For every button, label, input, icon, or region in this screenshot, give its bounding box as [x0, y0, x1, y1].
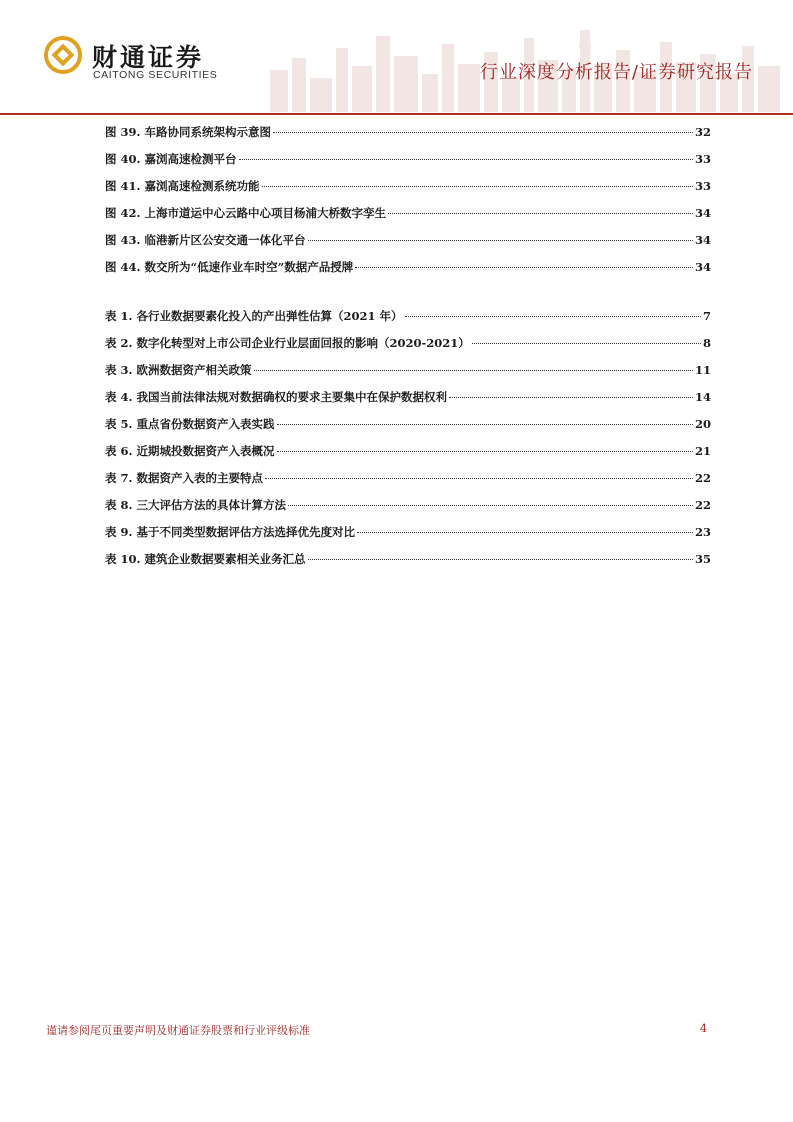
toc-entry[interactable]: [105, 524, 711, 544]
toc-entry-label: 表 3. 欧洲数据资产相关政策: [105, 363, 252, 377]
dot-leader: [388, 213, 693, 214]
toc-entry-page: 32: [694, 125, 711, 139]
toc-entry[interactable]: [105, 443, 711, 463]
dot-leader: [277, 424, 693, 425]
toc-entry-label: 表 4. 我国当前法律法规对数据确权的要求主要集中在保护数据权利: [105, 390, 448, 404]
toc-entry[interactable]: [105, 259, 711, 279]
page-header: [0, 0, 793, 116]
dot-leader: [265, 478, 693, 479]
toc-entry-page: 34: [694, 206, 711, 220]
toc-entry-page: 22: [694, 471, 711, 485]
toc-entry[interactable]: [105, 497, 711, 517]
toc-entry[interactable]: [105, 151, 711, 171]
logo-chinese-name: 财通证券: [92, 43, 205, 72]
toc-entry-page: 14: [694, 390, 711, 404]
dot-leader: [449, 397, 693, 398]
dot-leader: [472, 343, 701, 344]
toc-entry-label: 表 9. 基于不同类型数据评估方法选择优先度对比: [105, 525, 356, 539]
dot-leader: [357, 532, 693, 533]
toc-entry[interactable]: [105, 335, 711, 355]
dot-leader: [254, 370, 693, 371]
toc-entry-label: 图 39. 车路协同系统架构示意图: [105, 125, 272, 139]
toc-entry[interactable]: [105, 205, 711, 225]
toc-entry-page: 21: [694, 444, 711, 458]
dot-leader: [405, 316, 701, 317]
toc-entry-page: 33: [694, 152, 711, 166]
toc-entry-page: 33: [694, 179, 711, 193]
toc-entry-label: 表 1. 各行业数据要素化投入的产出弹性估算（2021 年）: [105, 309, 403, 323]
toc-entry-label: 表 7. 数据资产入表的主要特点: [105, 471, 264, 485]
report-type-title: 行业深度分析报告/证券研究报告: [479, 62, 753, 83]
dot-leader: [273, 132, 693, 133]
toc-entry-label: 图 40. 嘉浏高速检测平台: [105, 152, 237, 166]
dot-leader: [355, 267, 693, 268]
dot-leader: [308, 240, 693, 241]
logo-english-name: CAITONG SECURITIES: [93, 69, 218, 81]
toc-entry-page: 34: [694, 260, 711, 274]
toc-entry-page: 20: [694, 417, 711, 431]
toc-entry-label: 表 10. 建筑企业数据要素相关业务汇总: [105, 552, 306, 566]
header-divider: [0, 113, 793, 115]
toc-entry-page: 8: [702, 336, 711, 350]
toc-entry[interactable]: [105, 362, 711, 382]
dot-leader: [277, 451, 693, 452]
toc-entry-label: 图 42. 上海市道运中心云路中心项目杨浦大桥数字孪生: [105, 206, 387, 220]
toc-entry[interactable]: [105, 389, 711, 409]
toc-entry-label: 表 5. 重点省份数据资产入表实践: [105, 417, 275, 431]
toc-entry-page: 34: [694, 233, 711, 247]
toc-entry[interactable]: [105, 308, 711, 328]
toc-entry-page: 35: [694, 552, 711, 566]
toc-entry[interactable]: [105, 124, 711, 144]
caitong-logo-icon: [44, 36, 82, 74]
footer-disclaimer: 谨请参阅尾页重要声明及财通证券股票和行业评级标准: [46, 1024, 310, 1037]
toc-entry-page: 7: [702, 309, 711, 323]
dot-leader: [288, 505, 693, 506]
toc-entry-label: 表 8. 三大评估方法的具体计算方法: [105, 498, 287, 512]
toc-entry[interactable]: [105, 178, 711, 198]
toc-entry[interactable]: [105, 232, 711, 252]
toc-entry-page: 22: [694, 498, 711, 512]
dot-leader: [239, 159, 693, 160]
toc-entry-label: 图 43. 临港新片区公安交通一体化平台: [105, 233, 306, 247]
toc-entry-page: 11: [694, 363, 711, 377]
toc-entry[interactable]: [105, 416, 711, 436]
footer-page-number: 4: [700, 1022, 707, 1035]
toc-entry-label: 表 6. 近期城投数据资产入表概况: [105, 444, 275, 458]
toc-entry[interactable]: [105, 470, 711, 490]
toc-entry[interactable]: [105, 551, 711, 571]
dot-leader: [262, 186, 693, 187]
toc-entry-label: 图 41. 嘉浏高速检测系统功能: [105, 179, 260, 193]
toc-entry-label: 表 2. 数字化转型对上市公司企业行业层面回报的影响（2020-2021）: [105, 336, 470, 350]
toc-entry-label: 图 44. 数交所为“低速作业车时空”数据产品授牌: [105, 260, 354, 274]
dot-leader: [308, 559, 693, 560]
toc-entry-page: 23: [694, 525, 711, 539]
